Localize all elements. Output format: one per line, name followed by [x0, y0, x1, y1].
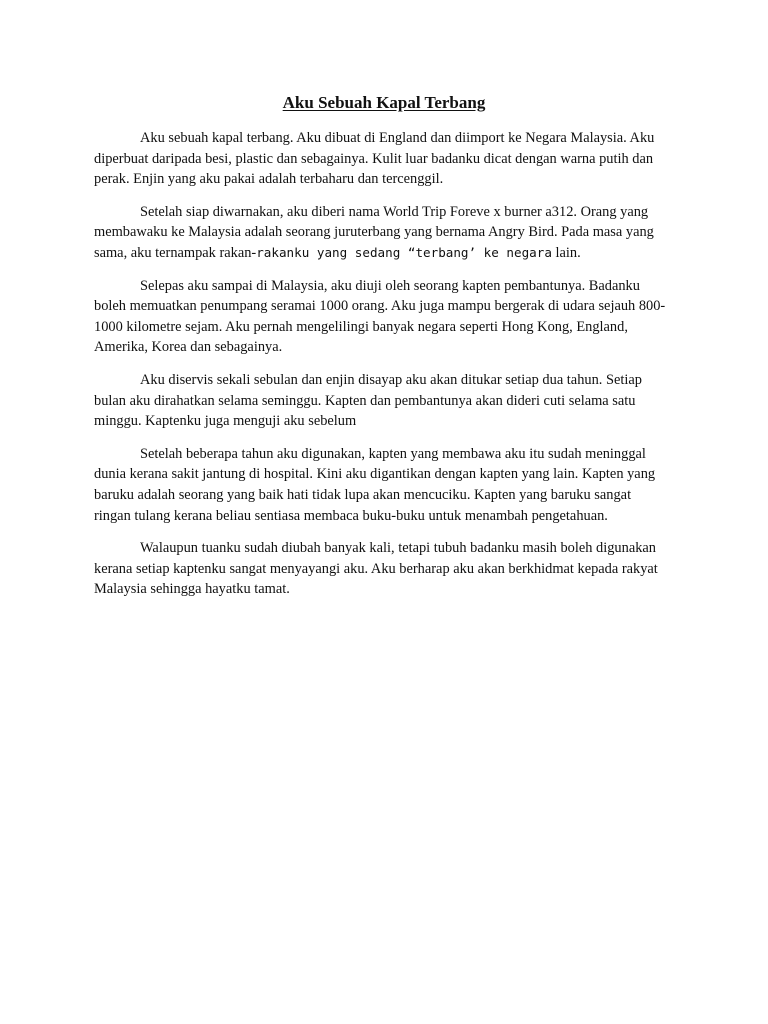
paragraph-2-text-start: Setelah siap diwarnakan, aku diberi nama World Trip Foreve x burner a312. Orang yang membawaku ke Malaysia adalah seorang juruterbang yang bernama Angry Bird. Pada masa yang sama, aku ternampak rakan- — [94, 203, 654, 261]
paragraph-3: Selepas aku sampai di Malaysia, aku diuji oleh seorang kapten pembantunya. Badanku boleh memuatkan penumpang seramai 1000 orang. Aku juga mampu bergerak di udara sejauh 800-1000 kilometre sejam. Aku pernah mengelilingi banyak negara seperti Hong Kong, England, Amerika, Korea dan sebagainya. — [94, 277, 666, 356]
document-title: Aku Sebuah Kapal Terbang — [282, 93, 486, 112]
paragraph-6: Walaupun tuanku sudah diubah banyak kali, tetapi tubuh badanku masih boleh digunakan kerana setiap kaptenku sangat menyayangi aku. Aku berharap aku akan berkhidmat kepada rakyat Malaysia sehingga hayatku tamat. — [94, 540, 658, 598]
paragraph-2-monospace-text: rakanku yang sedang “terbang’ ke negara — [256, 244, 552, 260]
paragraph-1: Aku sebuah kapal terbang. Aku dibuat di England dan diimport ke Negara Malaysia. Aku diperbuat daripada besi, plastic dan sebagainya. Kulit luar badanku dicat dengan warna putih dan perak. Enjin yang aku pakai adalah terbaharu dan tercenggil. — [94, 130, 655, 188]
paragraph-5: Setelah beberapa tahun aku digunakan, kapten yang membawa aku itu sudah meninggal dunia kerana sakit jantung di hospital. Kini aku digantikan dengan kapten yang lain. Kapten yang baruku adalah seorang yang baik hati tidak lupa akan mencuciku. Kapten yang baruku sangat ringan tulang kerana beliau sentiasa membaca buku-buku untuk menambah pengetahuan. — [94, 445, 656, 524]
paragraph-4: Aku diservis sekali sebulan dan enjin disayap aku akan ditukar setiap dua tahun. Setiap bulan aku dirahatkan selama seminggu. Kapten dan pembantunya akan dideri cuti selama satu minggu. Kaptenku juga menguji aku sebelum — [94, 371, 642, 430]
document-body — [94, 128, 670, 612]
paragraph-2-text-end: lain. — [551, 244, 581, 261]
paragraph-2 — [94, 202, 670, 264]
